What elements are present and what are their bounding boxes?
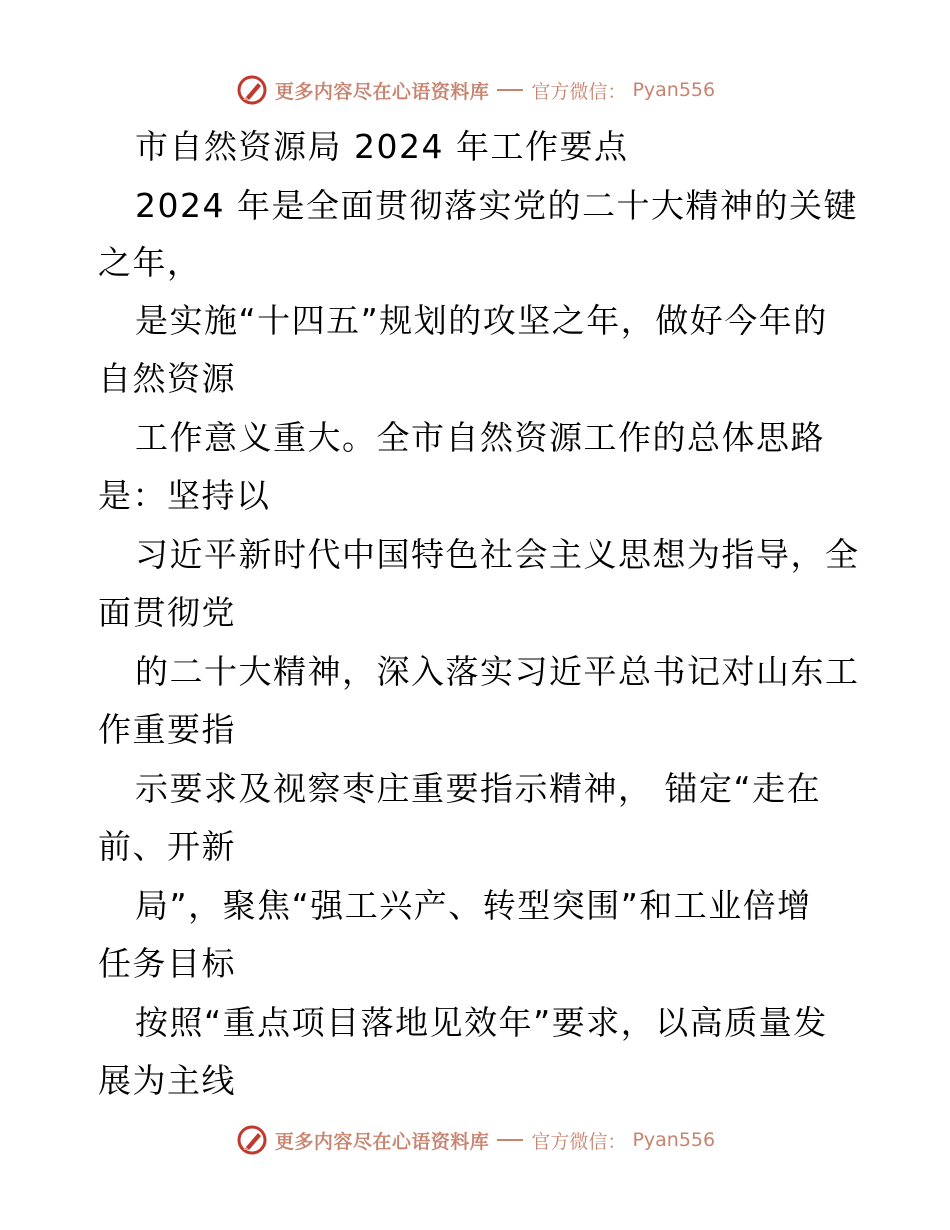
doc-line: 按照“重点项目落地见效年”要求，以高质量发	[135, 1003, 828, 1042]
banner-wechat-label: 官方微信：	[531, 1130, 627, 1153]
banner-wechat-label: 官方微信：	[531, 80, 627, 103]
doc-line: 展为主线	[98, 1061, 236, 1100]
doc-line: 的二十大精神，深入落实习近平总书记对山东工	[135, 652, 860, 691]
doc-line: 2024 年是全面贯彻落实党的二十大精神的关键	[135, 186, 858, 225]
banner-dash	[497, 1139, 523, 1141]
doc-line: 是实施“十四五”规划的攻坚之年，做好今年的	[135, 301, 828, 340]
banner-text: 更多内容尽在心语资料库	[274, 1130, 490, 1153]
pen-logo-icon	[235, 73, 269, 107]
doc-line: 是：坚持以	[98, 476, 271, 515]
doc-line: 示要求及视察枣庄重要指示精神， 锚定“走在	[135, 769, 822, 808]
banner-dash	[497, 89, 523, 91]
doc-line: 习近平新时代中国特色社会主义思想为指导，全	[135, 535, 860, 574]
doc-line: 任务目标	[98, 944, 236, 983]
pen-logo-icon	[235, 1123, 269, 1157]
doc-title: 市自然资源局 2024 年工作要点	[135, 127, 629, 166]
doc-line: 面贯彻党	[98, 593, 236, 632]
doc-line: 局”，聚焦“强工兴产、转型突围”和工业倍增	[135, 886, 812, 925]
footer-banner	[0, 1120, 950, 1160]
banner-wechat-id: Pyan556	[632, 1129, 716, 1151]
banner-text: 更多内容尽在心语资料库	[274, 80, 490, 103]
doc-line: 工作意义重大。全市自然资源工作的总体思路	[135, 418, 825, 457]
doc-line: 之年，	[98, 243, 202, 282]
banner-wechat-id: Pyan556	[632, 79, 716, 101]
header-banner	[0, 70, 950, 110]
doc-line: 作重要指	[98, 710, 236, 749]
doc-line: 自然资源	[98, 359, 236, 398]
doc-line: 前、开新	[98, 827, 236, 866]
